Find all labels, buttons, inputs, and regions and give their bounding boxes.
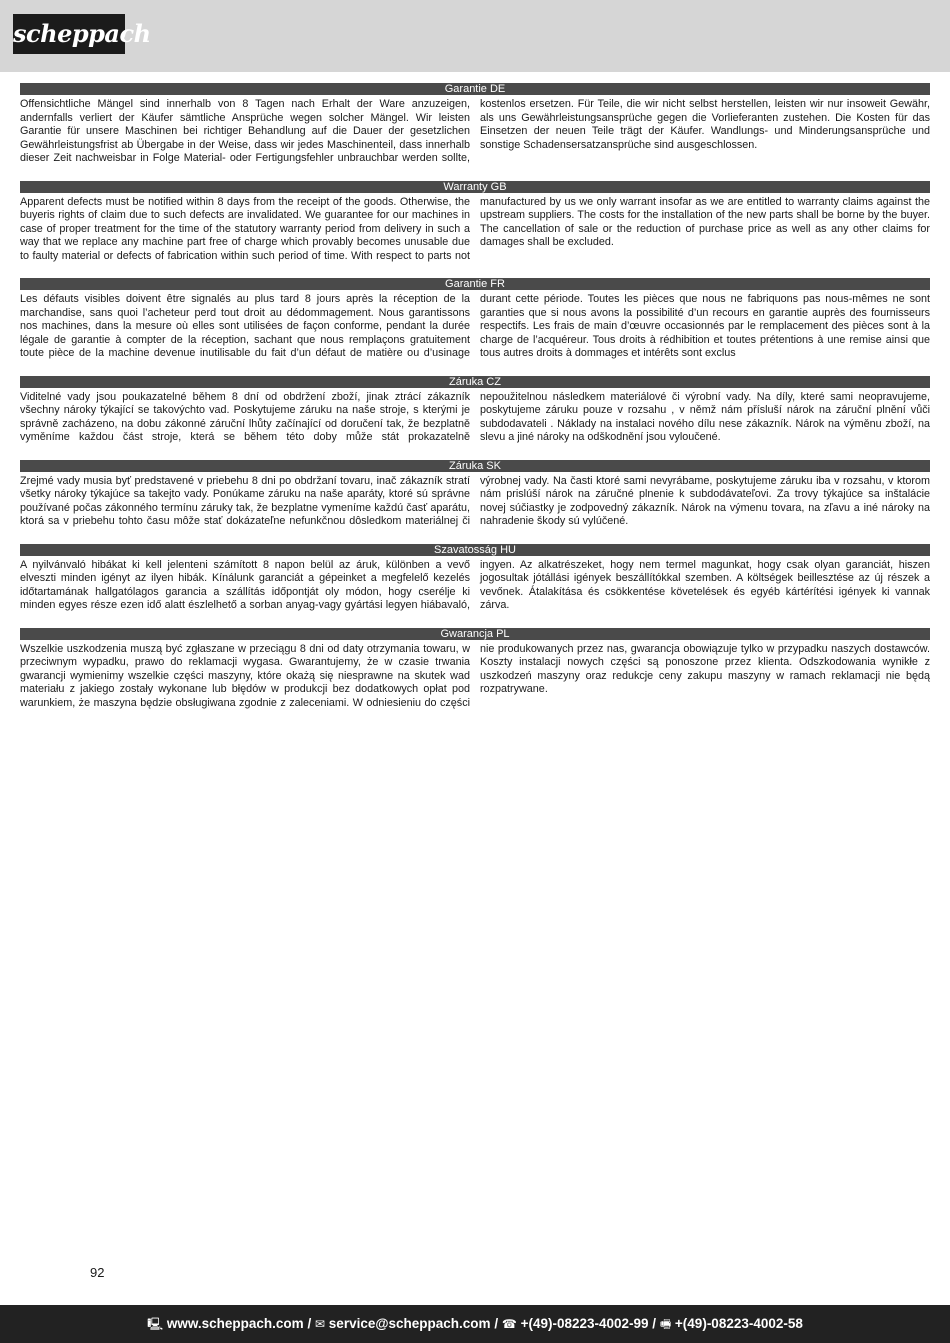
section-text: Les défauts visibles doivent être signalés au plus tard 8 jours après la réception de la marchandise, sans quoi l’acheteur perd tout droit au dédommagement. Nous garantissons nos machines, dans la mesure où elles sont utilisées de façon conforme, pendant la durée légale de garantie à compter de la réception, sachant que nous remplaçons gratuitement toute pièce de la machine devenue inutilisable du fait d’un défaut de matière ou d’usinage durant cette période. Toutes les pièces que nous ne fabriquons pas nous-mêmes ne sont garanties que si nous avons la possibilité d’un recours en garantie auprès des fournisseurs respectifs. Les frais de main d’œuvre occasionnés par le remplacement des pièces sont à la charge de l’acquéreur. Tous droits à rédhibition et toutes prétentions à une remise ainsi que tous autres droits à dommages et intérêts sont exclus [20, 293, 930, 359]
phone-number: +(49)-08223-4002-99 [520, 1316, 649, 1331]
email-icon: ✉ [314, 1317, 326, 1331]
section-title: Szavatosság HU [20, 544, 930, 556]
section-gwarancja-pl [20, 628, 930, 711]
section-text: Apparent defects must be notified within 8 days from the receipt of the goods. Otherwise, the buyeris rights of claim due to such defects are invalidated. We guarantee for our machines in case of proper treatment for the time of the statutory warranty period from delivery in such a way that we replace any machine part free of charge which provably becomes unusable due to faulty material or defects of fabrication within such period of time. With respect to parts not manufactured by us we only warrant insofar as we are entitled to warranty claims against the upstream suppliers. The costs for the installation of the new parts shall be borne by the buyer. The cancellation of sale or the reduction of purchase price as well as any other claims for damages shall be excluded. [20, 195, 930, 262]
section-zaruka-sk [20, 460, 930, 529]
separator: / [307, 1316, 312, 1331]
phone-icon: ☎ [501, 1317, 517, 1331]
section-garantie-de [20, 83, 930, 166]
website-link[interactable]: www.scheppach.com [166, 1316, 304, 1331]
page-number: 92 [90, 1265, 105, 1280]
fax-icon: 🖷 [659, 1317, 672, 1331]
section-text: Viditelné vady jsou poukazatelné během 8 dní od obdržení zboží, jinak ztrácí zákazník všechny nároky týkající se takovýchto vad. Poskytujeme záruku na naše stroje, s kterými je správně zacházeno, na dobu zákonné záruční lhůty začínající od doručení tak, že bezplatně vyměníme každou část stroje, která se během této doby může stát prokazatelně nepoužitelnou následkem materiálové či výrobní vady. Na díly, které sami neopravujeme, poskytujeme záruku pouze v rozsahu , v němž nám přísluší nárok na záruční plnění vůči subdodavateli . Náklady na instalaci nového dílu nese zákazník. Nárok na výměnu zboží, na slevu a jiné nároky na odškodnění jsou vyloučené. [20, 390, 930, 443]
section-title: Warranty GB [20, 181, 930, 193]
section-text: Offensichtliche Mängel sind innerhalb von 8 Tagen nach Erhalt der Ware anzuzeigen, andernfalls verliert der Käufer sämtliche Ansprüche wegen solcher Mängel. Wir leisten Garantie für unsere Maschinen bei richtiger Behandlung auf die Dauer der gesetzlichen Gewährleistungsfrist ab Übergabe in der Weise, dass wir jedes Maschinenteil, dass innerhalb dieser Zeit nachweisbar in Folge Material- oder Fertigungsfehler unbrauchbar werden sollte, kostenlos ersetzen. Für Teile, die wir nicht selbst herstellen, leisten wir nur insoweit Gewähr, als uns Gewährleistungsansprüche gegen die Vorlieferanten zustehen. Die Kosten für das Einsetzen der neuen Teile trägt der Käufer. Wandlungs- und Minderungsansprüche und sonstige Schadensersatzansprüche sind ausgeschlossen. [20, 98, 930, 164]
warranty-content [20, 83, 930, 725]
section-text: Wszelkie uszkodzenia muszą być zgłaszane w przeciągu 8 dni od daty otrzymania towaru, w przeciwnym wypadku, prawo do reklamacji wygasa. Gwarantujemy, że w czasie trwania gwarancji wymienimy wszelkie części maszyny, które okażą się niesprawne na skutek wad materiału z jakiego zostały wykonane lub błędów w produkcji bez dodatkowych opłat pod warunkiem, że maszyna będzie obsługiwana zgodnie z zaleceniami. W odniesieniu do części nie produkowanych przez nas, gwarancja obowiązuje tylko w przypadku naszych dostawców. Koszty instalacji nowych części są ponoszone przez klienta. Odszkodowania wynikłe z uszkodzeń maszyny oraz redukcje ceny zakupu maszyny w ramach reklamacji nie będą rozpatrywane. [20, 642, 930, 709]
separator: / [652, 1316, 657, 1331]
fax-number: +(49)-08223-4002-58 [674, 1316, 803, 1331]
email-link[interactable]: service@scheppach.com [328, 1316, 491, 1331]
section-text: A nyilvánvaló hibákat ki kell jelenteni számított 8 napon belül az áruk, különben a vevő elveszti minden igényt az ilyen hibák. Kínálunk garanciát a gépeinket a megfelelő kezelés időtartamának hallgatólagos garancia a szállítás időpontját oly módon, hogy cserélje ki minden egyes része ezen idő alatt észlelhető a sorban anyag-vagy gyártási legyen hiábavaló, ingyen. Az alkatrészeket, hogy nem termel magunkat, hogy csak olyan garanciát, hiszen jogosultak jótállási igények beszállítókkal szemben. A költségek beillesztése az új részek a vevőnek. Átalakítása és csökkentése követelések és egyéb kártérítési igények ki vannak zárva. [20, 558, 930, 611]
section-text: Zrejmé vady musia byť predstavené v priebehu 8 dni po obdržaní tovaru, inač zákazník stratí všetky nároky týkajúce sa takejto vady. Ponúkame záruku na naše aparáty, ktoré sú správne používané počas zákonného termínu záruky tak, že bezplatne vymeníme každú časť aparátu, ktorá sa v priebehu tohto času môže stať dokázateľne nefunkčnou dôsledkom materiálnej či výrobnej vady. Na časti ktoré sami nevyrábame, poskytujeme záruku iba v rozsahu, v ktorom nám prislúší nárok na záručné plnenie k subdodávateľovi. Za trovy týkajúce sa inštalácie novej súčiastky je zodpovedný zákazník. Nárok na výmenu tovara, na zľavu a iné nároky na nahradenie škody sú vylúčené. [20, 474, 930, 527]
separator: / [494, 1316, 499, 1331]
header-band [0, 0, 950, 72]
section-title: Garantie FR [20, 278, 930, 290]
section-title: Záruka SK [20, 460, 930, 472]
section-title: Gwarancja PL [20, 628, 930, 640]
section-title: Záruka CZ [20, 376, 930, 388]
section-szavatossag-hu [20, 544, 930, 613]
computer-icon: 🖳 [147, 1317, 164, 1331]
section-garantie-fr [20, 278, 930, 361]
section-zaruka-cz [20, 376, 930, 445]
scheppach-logo: scheppach [13, 14, 125, 54]
section-title: Garantie DE [20, 83, 930, 95]
section-warranty-gb [20, 181, 930, 264]
footer-contact-bar [0, 1305, 950, 1343]
